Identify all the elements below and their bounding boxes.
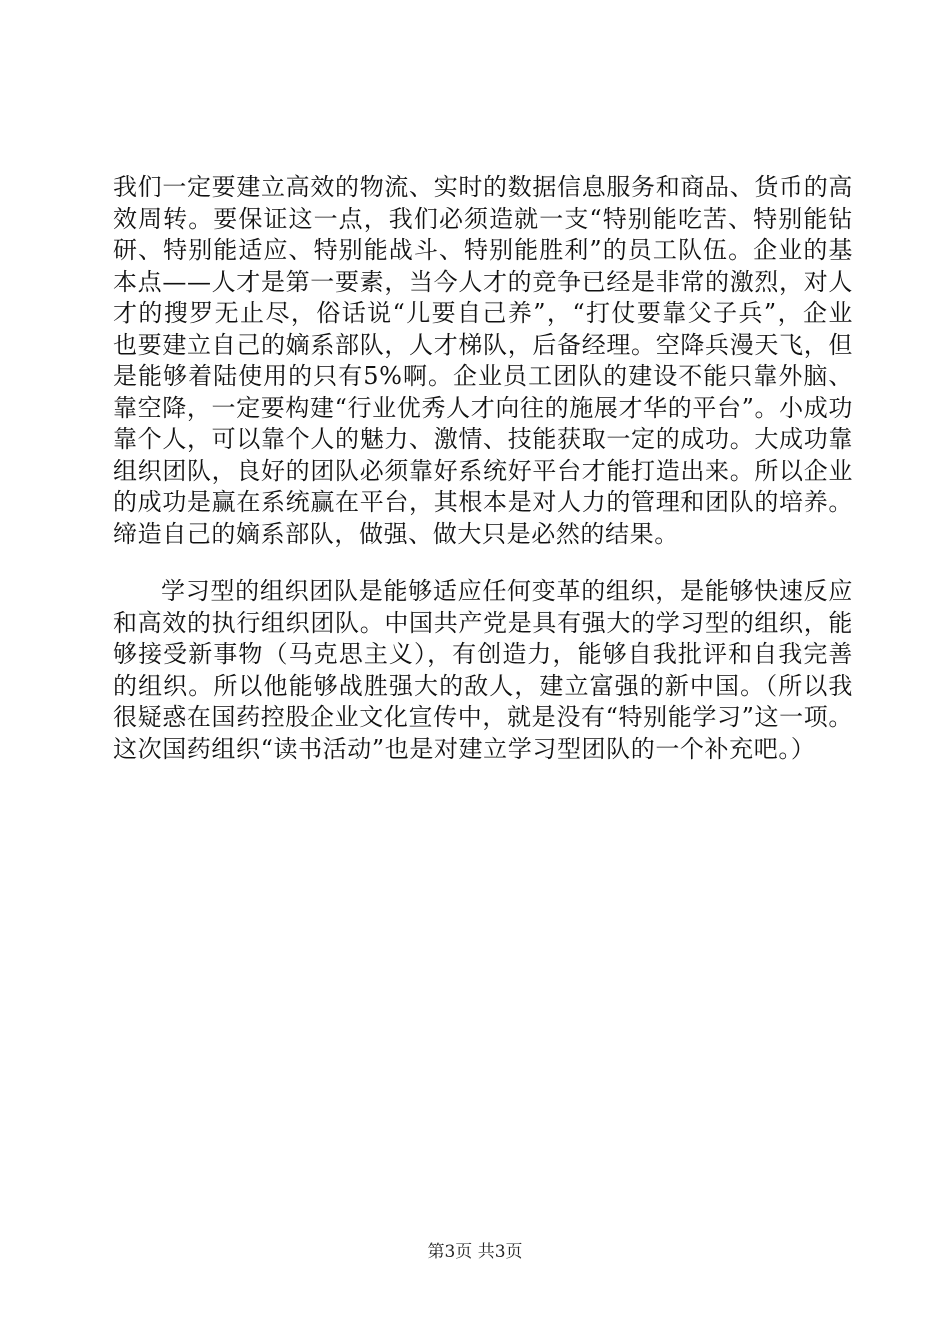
paragraph-2: 学习型的组织团队是能够适应任何变革的组织，是能够快速反应和高效的执行组织团队。中国共产党是具有强大的学习型的组织，能够接受新事物（马克思主义），有创造力，能够自我批评和自我完善的组织。所以他能够战胜强大的敌人，建立富强的新中国。（所以我很疑惑在国药控股企业文化宣传中，就是没有“特别能学习”这一项。这次国药组织“读书活动”也是对建立学习型团队的一个补充吧。）	[113, 577, 853, 763]
page-number-footer: 第3页 共3页	[427, 1242, 523, 1262]
document-body	[113, 172, 853, 765]
paragraph-1: 我们一定要建立高效的物流、实时的数据信息服务和商品、货币的高效周转。要保证这一点，我们必须造就一支“特别能吃苦、特别能钻研、特别能适应、特别能战斗、特别能胜利”的员工队伍。企业的基本点——人才是第一要素，当今人才的竞争已经是非常的激烈，对人才的搜罗无止尽，俗话说“儿要自己养”，“打仗要靠父子兵”，企业也要建立自己的嫡系部队，人才梯队，后备经理。空降兵漫天飞，但是能够着陆使用的只有5%啊。企业员工团队的建设不能只靠外脑、靠空降，一定要构建“行业优秀人才向往的施展才华的平台”。小成功靠个人，可以靠个人的魅力、激情、技能获取一定的成功。大成功靠组织团队，良好的团队必须靠好系统好平台才能打造出来。所以企业的成功是赢在系统赢在平台，其根本是对人力的管理和团队的培养。缔造自己的嫡系部队，做强、做大只是必然的结果。	[113, 173, 853, 548]
